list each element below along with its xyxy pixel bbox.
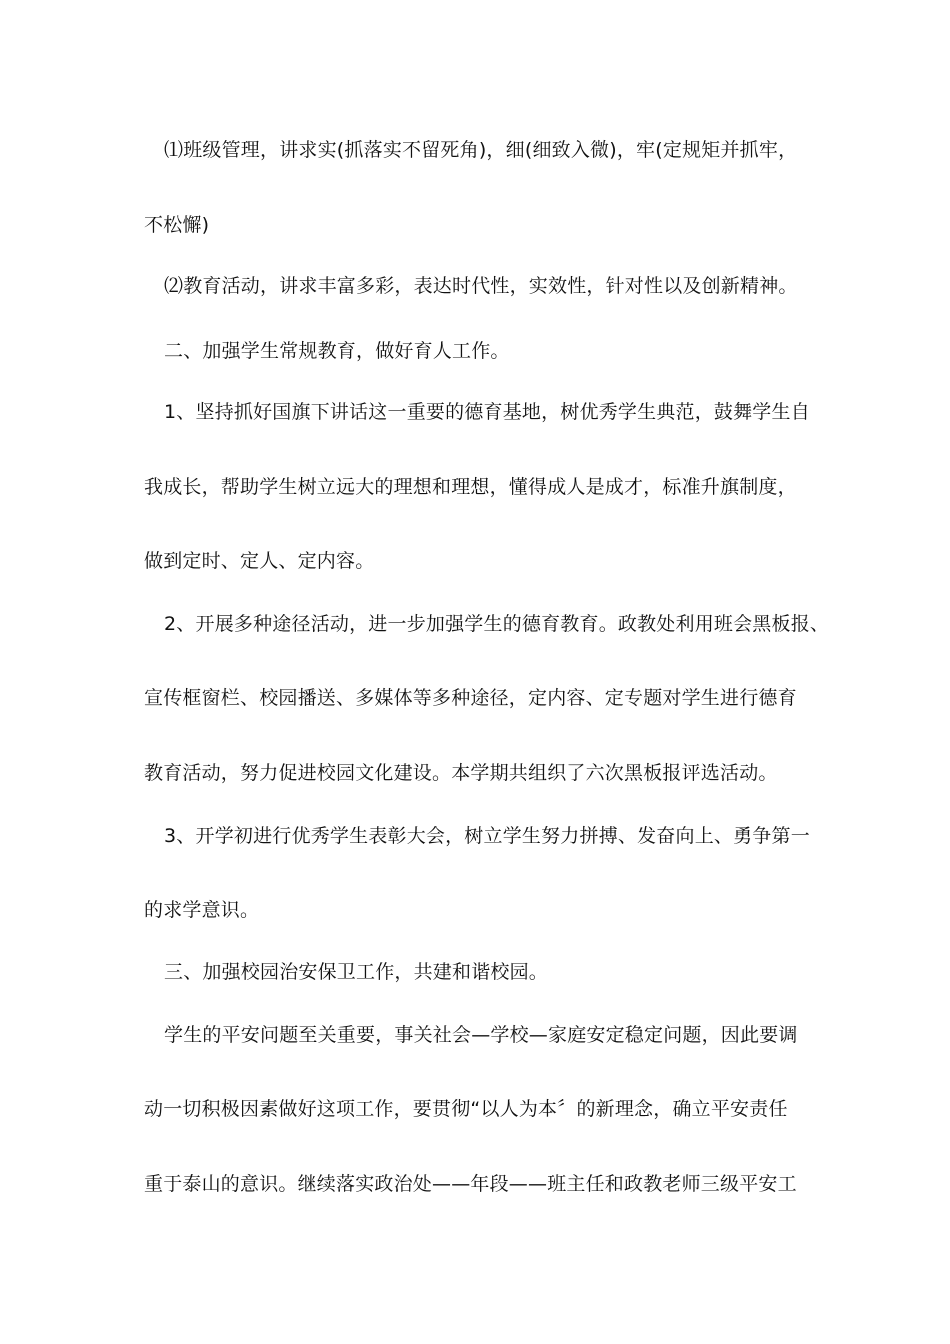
paragraph-line-7: 做到定时、定人、定内容。 <box>144 550 375 572</box>
section-heading-3: 三、加强校园治安保卫工作，共建和谐校园。 <box>164 961 549 983</box>
paragraph-line-16: 重于泰山的意识。继续落实政治处——年段——班主任和政教老师三级平安工 <box>144 1173 797 1195</box>
section-heading-2: 二、加强学生常规教育，做好育人工作。 <box>164 340 510 362</box>
paragraph-line-8: 2、开展多种途径活动，进一步加强学生的德育教育。政教处利用班会黑板报、 <box>164 613 830 635</box>
paragraph-line-10: 教育活动，努力促进校园文化建设。本学期共组织了六次黑板报评选活动。 <box>144 762 778 784</box>
paragraph-line-12: 的求学意识。 <box>144 899 260 921</box>
paragraph-line-6: 我成长，帮助学生树立远大的理想和理想，懂得成人是成才，标准升旗制度， <box>144 476 797 498</box>
paragraph-line-14: 学生的平安问题至关重要，事关社会—学校—家庭安定稳定问题，因此要调 <box>164 1024 798 1046</box>
paragraph-line-5: 1、坚持抓好国旗下讲话这一重要的德育基地，树优秀学生典范，鼓舞学生自 <box>164 401 810 423</box>
paragraph-line-1: ⑴班级管理，讲求实(抓落实不留死角)，细(细致入微)，牢(定规矩并抓牢， <box>164 139 798 161</box>
paragraph-line-11: 3、开学初进行优秀学生表彰大会，树立学生努力拼搏、发奋向上、勇争第一 <box>164 825 810 847</box>
paragraph-line-3: ⑵教育活动，讲求丰富多彩，表达时代性，实效性，针对性以及创新精神。 <box>164 275 798 297</box>
paragraph-line-2: 不松懈) <box>144 214 210 236</box>
paragraph-line-15: 动一切积极因素做好这项工作，要贯彻“以人为本〞的新理念，确立平安责任 <box>144 1098 788 1120</box>
paragraph-line-9: 宣传框窗栏、校园播送、多媒体等多种途径，定内容、定专题对学生进行德育 <box>144 687 797 709</box>
